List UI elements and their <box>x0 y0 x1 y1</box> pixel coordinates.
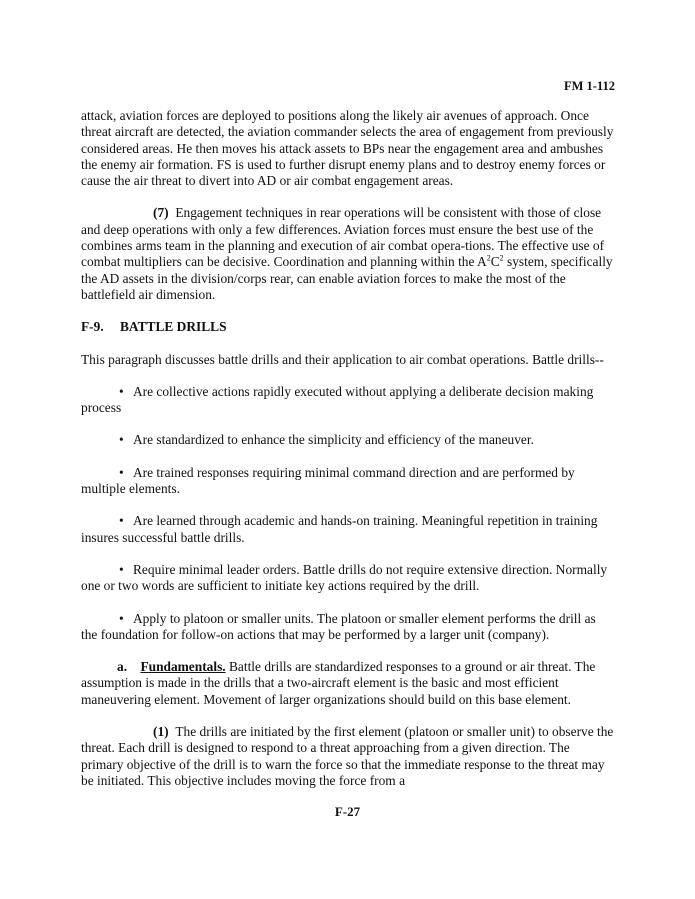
bullet-text: Are trained responses requiring minimal command direction and are performed by multiple elements. <box>81 464 575 497</box>
paragraph-1 <box>81 724 614 789</box>
bullet-item <box>81 611 614 644</box>
fundamentals-text: Battle drills are standardized responses to a ground or air threat. The assumption is made in the drills that a two-aircraft element is the basic and most efficient maneuvering element. Movement of larger organizations should build on this base element. <box>81 659 596 707</box>
bullet-text: Are standardized to enhance the simplicity and efficiency of the maneuver. <box>133 432 534 448</box>
section-title: BATTLE DRILLS <box>120 319 227 335</box>
section-number: F-9. <box>81 319 104 335</box>
bullet-text: Apply to platoon or smaller units. The platoon or smaller element performs the drill as the foundation for follow-on actions that may be performed by a larger unit (company). <box>81 610 596 642</box>
bullet-text: Require minimal leader orders. Battle drills do not require extensive direction. Normally one or two words are sufficient to initiate key actions required by the drill. <box>81 561 608 594</box>
paragraph-1-label: (1) <box>153 724 169 740</box>
paragraph-7 <box>81 205 614 303</box>
bullet-item <box>81 513 614 546</box>
bullet-icon: • <box>119 432 124 448</box>
bullet-icon: • <box>119 561 124 577</box>
paragraph-7-sup2: 2 <box>499 253 504 263</box>
bullet-item <box>81 384 614 417</box>
paragraph-7-text-mid: C <box>490 254 500 270</box>
paragraph-7-text-before: Engagement techniques in rear operations will be consistent with those of close and deep operations with only a few differences. Aviation forces must ensure the best use of the combines arms team in the planning and execution of air combat opera-tions. The effective use of combat multipliers can be decisive. Coordination and planning within the A <box>81 205 605 270</box>
fundamentals-label: a. <box>117 659 128 675</box>
bullet-item <box>81 432 614 448</box>
bullet-item <box>81 562 614 595</box>
paragraph-7-label: (7) <box>153 205 169 221</box>
bullet-icon: • <box>119 464 124 480</box>
attack-paragraph: attack, aviation forces are deployed to positions along the likely air avenues of approach. Once threat aircraft are detected, the aviation commander selects the area of engagement from previously considered areas. He then moves his attack assets to BPs near the engagement area and ambushes the enemy air formation. FS is used to further disrupt enemy plans and to destroy enemy forces or cause the air threat to divert into AD or air combat engagement areas. <box>81 108 614 189</box>
paragraph-1-text: The drills are initiated by the first element (platoon or smaller unit) to observe the threat. Each drill is designed to respond to a threat approaching from a given direction. The primary objective of the drill is to warn the force so that the immediate response to the threat may be initiated. This objective includes moving the force from a <box>81 724 614 788</box>
fundamentals-title: Fundamentals. <box>140 659 226 675</box>
intro-paragraph: This paragraph discusses battle drills and their application to air combat operations. Battle drills-- <box>81 351 604 367</box>
paragraph-7-sup1: 2 <box>486 253 491 263</box>
section-heading <box>81 319 614 335</box>
bullet-icon: • <box>119 610 124 626</box>
bullet-text: Are learned through academic and hands-on training. Meaningful repetition in training insures successful battle drills. <box>81 513 598 545</box>
document-id-header: FM 1-112 <box>563 79 615 93</box>
bullet-icon: • <box>119 383 124 399</box>
bullet-item <box>81 465 614 498</box>
paragraph-7-text-after: system, specifically the AD assets in the division/corps rear, can enable aviation forces to make the most of the battlefield air dimension. <box>81 254 613 302</box>
bullet-text: Are collective actions rapidly executed without applying a deliberate decision making process <box>81 383 594 416</box>
page-number: F-27 <box>334 804 361 819</box>
fundamentals-paragraph <box>81 659 614 708</box>
page-body <box>81 108 614 789</box>
bullet-icon: • <box>119 513 124 529</box>
